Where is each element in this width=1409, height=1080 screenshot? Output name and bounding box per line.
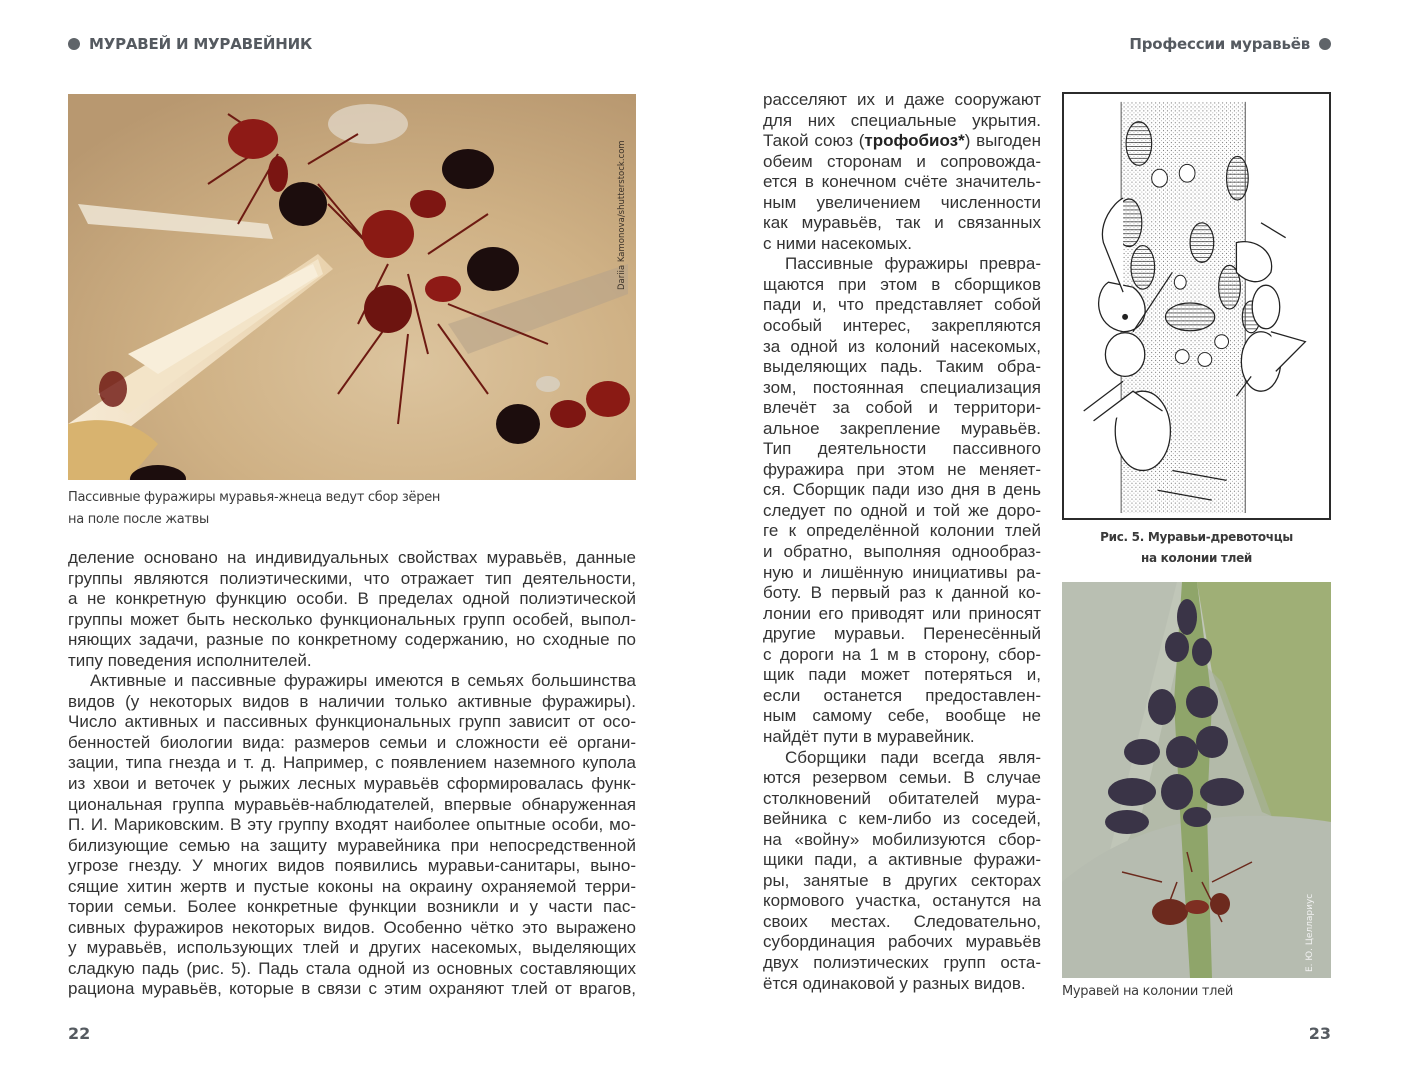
aphid-colony-illustration	[1062, 582, 1331, 978]
figure-5-drawing	[1062, 92, 1331, 520]
photo-harvester-ants	[68, 94, 636, 480]
running-head-right	[1129, 33, 1331, 55]
text-line: Тип деятельности пассивного	[763, 439, 1041, 459]
running-head-left-text: МУРАВЕЙ И МУРАВЕЙНИК	[89, 35, 313, 53]
text-line: тории семьи. Более конкретные функции возникли и у части пас-	[68, 897, 636, 917]
text-line: Активные и пассивные фуражиры имеются в семьях большинства	[90, 671, 636, 691]
caption-line: на поле после жатвы	[68, 512, 210, 527]
text-line: вейника с кем-либо из соседей,	[763, 809, 1041, 829]
text-line: сладкую падь (рис. 5). Падь стала одной из основных составляющих	[68, 958, 636, 978]
text-line: няющих задачи, разные по конкретному содержанию, но сходные по	[68, 630, 636, 650]
text-line: с ними насекомых.	[763, 233, 913, 253]
harvester-ants-illustration	[68, 94, 636, 480]
text-line: деление основано на индивидуальных свойствах муравьёв, данные	[68, 548, 636, 567]
text-line: зом, постоянная специализация	[763, 377, 1041, 397]
text-line: ётся одинаковой у разных видов.	[763, 973, 1026, 993]
bullet-icon	[1319, 38, 1331, 50]
text-line: если останется предоставлен-	[763, 685, 1041, 705]
text-line: пади и, что представляет собой	[763, 295, 1041, 315]
text-line: альное закрепление муравьёв.	[763, 418, 1041, 438]
text-line: типу поведения исполнителей.	[68, 650, 312, 670]
text-line: сящие хитин жертв и пустые коконы на окраину охраняемой терри-	[68, 876, 636, 896]
text-line: ным увеличением численности	[763, 192, 1041, 212]
text-line: ются резервом семьи. В случае	[763, 768, 1041, 788]
text-line: угрозе гнезду. У многих видов появились муравьи-санитары, выно-	[68, 856, 636, 876]
left-body-text	[68, 548, 636, 1000]
text-line: боту. В первый раз к данной ко-	[763, 583, 1041, 603]
text-line: сивных фуражиров некоторых видов. Особенно чётко это выражено	[68, 917, 636, 937]
photo-credit-harvesters: Dariia Kamonova/shutterstock.com	[617, 140, 627, 290]
text-line: щаются при этом в сборщиков	[763, 274, 1041, 294]
text-fragment: Такой союз (	[763, 131, 865, 151]
photo-caption-harvesters	[68, 487, 638, 531]
text-line: зации, типа гнезда и т. д. Например, с появлением наземного купола	[68, 753, 636, 773]
text-line: ную и лишённую инициативы ра-	[763, 562, 1041, 582]
text-line: лонии его приводят или приносят	[763, 603, 1041, 623]
text-line: выделяющих падь. Таким обра-	[763, 357, 1041, 377]
text-line: Пассивные фуражиры превра-	[785, 254, 1041, 274]
text-line: и обратно, выполняя однообраз-	[763, 542, 1041, 562]
running-head-right-text: Профессии муравьёв	[1129, 35, 1310, 53]
term-trophobiosis: трофобиоз*	[864, 131, 965, 151]
bullet-icon	[68, 38, 80, 50]
ants-aphids-stem-drawing	[1064, 94, 1329, 518]
page-number-left: 22	[68, 1024, 91, 1043]
page-number-right: 23	[1308, 1024, 1331, 1043]
text-line: за одной из колоний насекомых,	[763, 336, 1041, 356]
text-line: найдёт пути в муравейник.	[763, 726, 975, 746]
text-fragment: ) выгоден	[964, 131, 1041, 151]
photo-credit-aphids: Е. Ю. Целлариус	[1305, 893, 1315, 972]
text-line: следует по одной и той же доро-	[763, 500, 1041, 520]
caption-line: Рис. 5. Муравьи-древоточцы	[1100, 530, 1293, 544]
caption-line: Пассивные фуражиры муравья-жнеца ведут сбор зёрен	[68, 490, 441, 505]
text-line: влечёт за собой и территори-	[763, 398, 1041, 418]
text-line: из хвои и веточек у рыжих лесных муравьёв сформировалась функ-	[68, 774, 636, 794]
text-line: на «войну» мобилизуются сбор-	[763, 829, 1041, 849]
text-line: у муравьёв, использующих тлей и других насекомых, выделяющих	[68, 938, 636, 958]
text-line: билизующие семью на защиту муравейника при непосредственной	[68, 835, 636, 855]
right-body-text	[763, 90, 1041, 994]
text-line: ется в конечном счёте значитель-	[763, 172, 1041, 192]
text-line: ге к определённой колонии тлей	[763, 521, 1041, 541]
text-line: ры, занятые в других секторах	[763, 870, 1041, 890]
text-line: своих местах. Следовательно,	[763, 911, 1041, 931]
text-line: ным самому себе, вообще не	[763, 706, 1041, 726]
text-line: кормового участка, останутся на	[763, 891, 1041, 911]
text-line: для них специальные укрытия.	[763, 110, 1041, 130]
text-line	[763, 131, 1041, 152]
text-line: группы может быть несколько функциональных групп особей, выпол-	[68, 609, 636, 629]
text-line: особый интерес, закрепляются	[763, 316, 1041, 336]
text-line: обеим сторонам и сопровожда-	[763, 151, 1041, 171]
text-line: Сборщики пади всегда явля-	[785, 747, 1041, 767]
text-line: другие муравьи. Перенесённый	[763, 624, 1041, 644]
text-line: щик пади может потеряться и,	[763, 665, 1041, 685]
text-line: как муравьёв, так и связанных	[763, 213, 1041, 233]
text-line: П. И. Мариковским. В эту группу входят наиболее опытные особи, мо-	[68, 815, 636, 835]
text-line: видов (у некоторых видов в наличии только активные фуражиры).	[68, 691, 636, 711]
text-line: с дороги на 1 м в сторону, сбор-	[763, 644, 1041, 664]
text-line: группы являются полиэтическими, что отражает тип деятельности,	[68, 568, 636, 588]
photo-ant-aphid-colony	[1062, 582, 1331, 978]
text-line: субординация рабочих муравьёв	[763, 932, 1041, 952]
text-line: щики пади, а активные фуражи-	[763, 850, 1041, 870]
text-line: столкновений обитателей мура-	[763, 788, 1041, 808]
text-line: расселяют их и даже сооружают	[763, 90, 1041, 109]
text-line: ся. Сборщик пади изо дня в день	[763, 480, 1041, 500]
text-line: циональная группа муравьёв-наблюдателей, впервые обнаруженная	[68, 794, 636, 814]
text-line: бенностей биологии вида: размеров семьи и сложности её органи-	[68, 732, 636, 752]
caption-line: на колонии тлей	[1140, 551, 1253, 565]
text-line: Число активных и пассивных функциональных групп зависит от осо-	[68, 712, 636, 732]
text-line: фуражира при этом не меняет-	[763, 459, 1041, 479]
text-line: двух полиэтических групп оста-	[763, 952, 1041, 972]
text-line: а не конкретную функцию особи. В пределах одной полиэтической	[68, 589, 636, 609]
photo-caption-aphids: Муравей на колонии тлей	[1062, 984, 1233, 999]
figure-5-caption	[1062, 527, 1331, 569]
running-head-left	[68, 33, 312, 55]
text-line: рациона муравьёв, которые в связи с этим охраняют тлей от врагов,	[68, 979, 636, 999]
